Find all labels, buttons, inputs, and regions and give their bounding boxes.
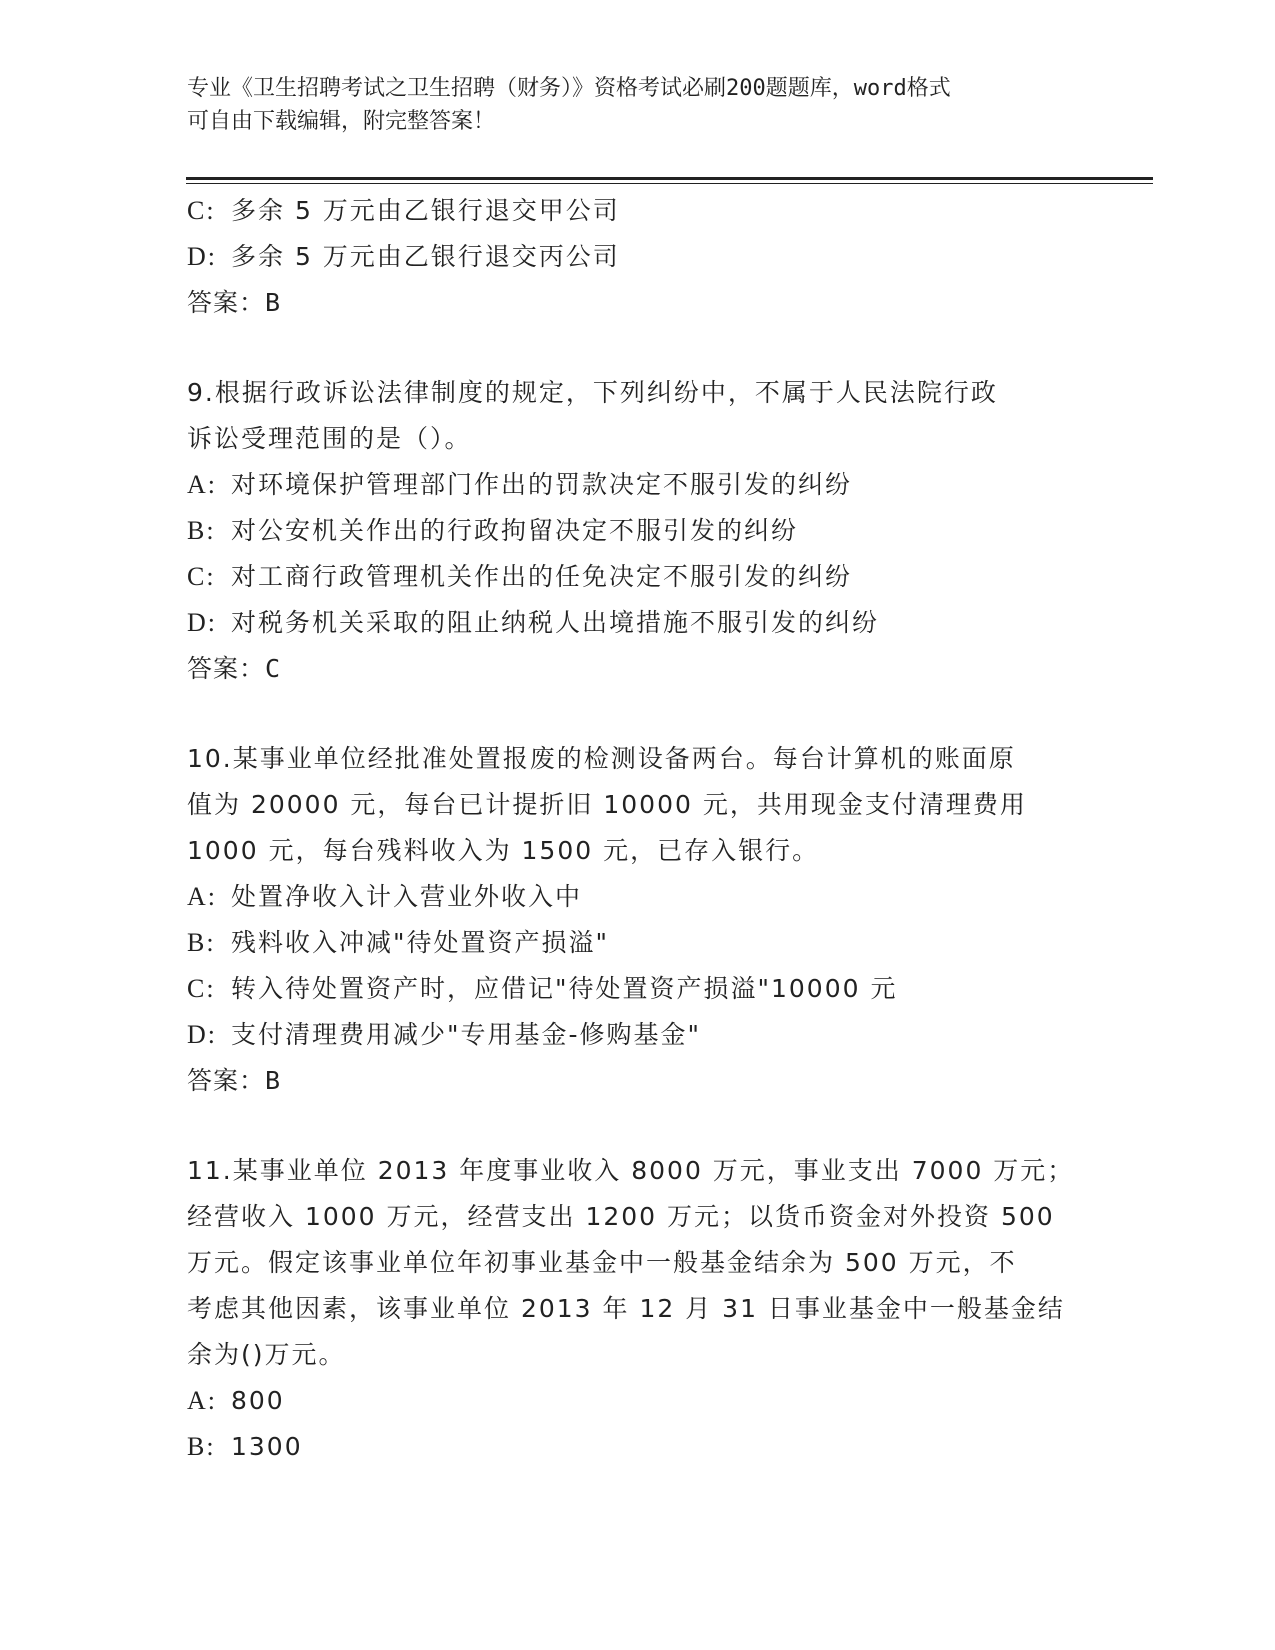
- option-letter: A:: [187, 882, 217, 911]
- page-header: [187, 72, 1067, 138]
- option-text: 对工商行政管理机关作出的任免决定不服引发的纠纷: [231, 562, 853, 591]
- option-c: [187, 188, 1087, 234]
- question-stem-line: 1000 元，每台残料收入为 1500 元，已存入银行。: [187, 836, 820, 865]
- header-divider: [186, 177, 1153, 180]
- option-letter: B:: [187, 516, 216, 545]
- question-stem-line: 考虑其他因素，该事业单位 2013 年 12 月 31 日事业基金中一般基金结: [187, 1294, 1065, 1323]
- spacer: [187, 1104, 1087, 1148]
- option-text: 对税务机关采取的阻止纳税人出境措施不服引发的纠纷: [231, 608, 880, 637]
- question-10: [187, 736, 1087, 1104]
- question-9: [187, 370, 1087, 692]
- answer-line: 答案：C: [187, 654, 282, 683]
- header-line-2: 可自由下载编辑，附完整答案！: [187, 109, 496, 134]
- question-stem-line: 10.某事业单位经批准处置报废的检测设备两台。每台计算机的账面原: [187, 744, 1016, 773]
- option-letter: D:: [187, 242, 217, 271]
- option-b: [187, 920, 1087, 966]
- option-text: 支付清理费用减少"专用基金-修购基金": [231, 1020, 702, 1049]
- question-stem-line: 万元。假定该事业单位年初事业基金中一般基金结余为 500 万元，不: [187, 1248, 1017, 1277]
- option-d: [187, 1012, 1087, 1058]
- option-letter: C:: [187, 562, 216, 591]
- header-divider-thin: [186, 183, 1153, 184]
- spacer: [187, 326, 1087, 370]
- option-letter: D:: [187, 1020, 217, 1049]
- option-b: [187, 508, 1087, 554]
- option-a: [187, 462, 1087, 508]
- option-text: 800: [231, 1386, 285, 1415]
- question-stem-line: 9.根据行政诉讼法律制度的规定，下列纠纷中，不属于人民法院行政: [187, 378, 998, 407]
- option-text: 转入待处置资产时，应借记"待处置资产损溢"10000 元: [231, 974, 898, 1003]
- option-text: 残料收入冲减"待处置资产损溢": [231, 928, 609, 957]
- option-b: [187, 1424, 1087, 1470]
- answer-line: 答案：B: [187, 1066, 282, 1095]
- question-stem-line: 余为()万元。: [187, 1340, 346, 1369]
- answer-line: 答案：B: [187, 288, 282, 317]
- option-letter: C:: [187, 196, 216, 225]
- option-a: [187, 874, 1087, 920]
- option-a: [187, 1378, 1087, 1424]
- option-letter: A:: [187, 470, 217, 499]
- option-d: [187, 600, 1087, 646]
- question-stem-line: 诉讼受理范围的是（）。: [187, 424, 472, 453]
- option-d: [187, 234, 1087, 280]
- question-stem-line: 值为 20000 元，每台已计提折旧 10000 元，共用现金支付清理费用: [187, 790, 1027, 819]
- option-letter: B:: [187, 1432, 216, 1461]
- option-c: [187, 554, 1087, 600]
- option-text: 多余 5 万元由乙银行退交甲公司: [231, 196, 620, 225]
- option-letter: A:: [187, 1386, 217, 1415]
- document-body: [187, 188, 1087, 1470]
- question-stem-line: 经营收入 1000 万元，经营支出 1200 万元；以货币资金对外投资 500: [187, 1202, 1055, 1231]
- question-11: [187, 1148, 1087, 1470]
- question-stem-line: 11.某事业单位 2013 年度事业收入 8000 万元，事业支出 7000 万元；: [187, 1156, 1075, 1185]
- option-text: 对环境保护管理部门作出的罚款决定不服引发的纠纷: [231, 470, 853, 499]
- option-text: 处置净收入计入营业外收入中: [231, 882, 583, 911]
- option-text: 对公安机关作出的行政拘留决定不服引发的纠纷: [231, 516, 799, 545]
- option-text: 1300: [231, 1432, 303, 1461]
- option-text: 多余 5 万元由乙银行退交丙公司: [231, 242, 620, 271]
- previous-question-tail: [187, 188, 1087, 326]
- option-c: [187, 966, 1087, 1012]
- option-letter: C:: [187, 974, 216, 1003]
- option-letter: B:: [187, 928, 216, 957]
- header-line-1: 专业《卫生招聘考试之卫生招聘（财务）》资格考试必刷200题题库，word格式: [187, 76, 951, 101]
- spacer: [187, 692, 1087, 736]
- option-letter: D:: [187, 608, 217, 637]
